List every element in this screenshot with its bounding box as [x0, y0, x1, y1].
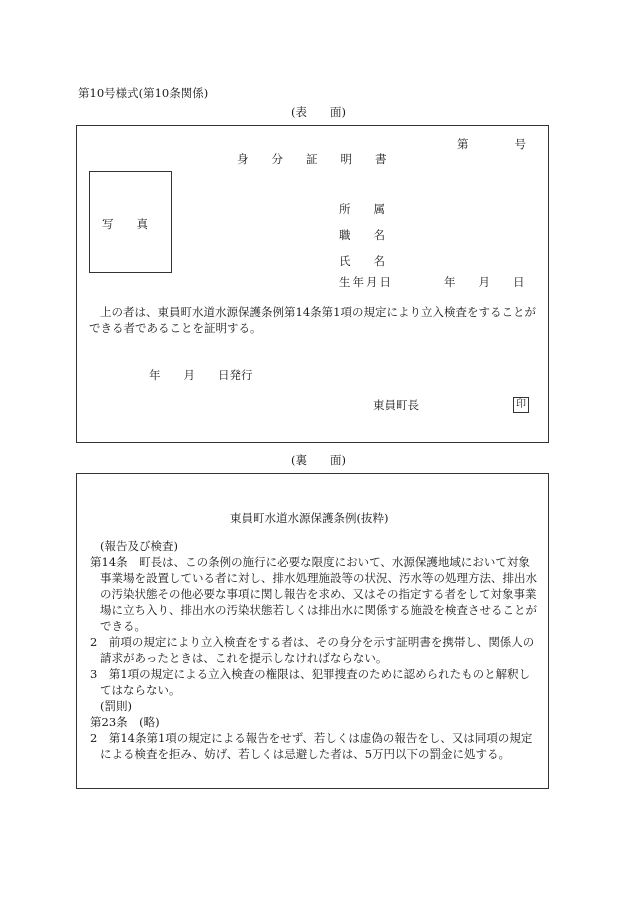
seal-mark: 印 [513, 397, 529, 413]
section-heading-penalty: (罰則) [100, 699, 132, 713]
certificate-number: 第 号 [457, 137, 526, 151]
photo-label: 写 真 [102, 217, 148, 231]
issuer-name: 東員町長 [373, 398, 419, 412]
field-position: 職 名 [339, 228, 385, 242]
field-affiliation: 所 属 [339, 202, 385, 216]
article-23: 第23条 (略) [90, 715, 160, 729]
article-23-paragraph-2: 2 第14条第1項の規定による報告をせず、若しくは虚偽の報告をし、又は同項の規定による検査を拒み、妨げ、若しくは忌避した者は、5万円以下の罰金に処する。 [90, 731, 533, 761]
field-birthdate: 生年月日 [339, 275, 393, 289]
article-14-paragraph-2: 2 前項の規定により立入検査をする者は、その身分を示す証明書を携帯し、関係人の請求があったときは、これを提示しなければならない。 [90, 635, 535, 665]
article-14-paragraph-3: 3 第1項の規定による立入検査の権限は、犯罪捜査のために認められたものと解釈してはならない。 [90, 667, 531, 697]
birthdate-value: 年 月 日 [444, 275, 525, 289]
photo-box [89, 171, 172, 273]
front-side-label: (表 面) [291, 105, 346, 119]
ordinance-excerpt [90, 538, 537, 762]
article-14: 第14条 町長は、この条例の施行に必要な限度において、水源保護地域において対象事業場を設置している者に対し、排水処理施設等の状況、汚水等の処理方法、排出水の汚染状態その他必要な事項に関し報告を求め、又はその指定する者をして対象事業場に立ち入り、排出水の汚染状態若しくは排出水に関係する施設を検査させることができる。 [90, 555, 537, 633]
ordinance-title: 東員町水道水源保護条例(抜粋) [230, 511, 389, 525]
issue-date: 年 月 日発行 [149, 368, 253, 382]
certification-statement: 上の者は、東員町水道水源保護条例第14条第1項の規定により立入検査をすることができる者であることを証明する。 [89, 305, 536, 335]
form-number-label: 第10号様式(第10条関係) [78, 86, 209, 100]
section-heading-report: (報告及び検査) [100, 539, 178, 553]
back-card [76, 473, 549, 789]
front-card [76, 125, 549, 443]
field-name: 氏 名 [339, 254, 385, 268]
back-side-label: (裏 面) [291, 453, 346, 467]
certificate-title: 身 分 証 明 書 [237, 152, 387, 166]
